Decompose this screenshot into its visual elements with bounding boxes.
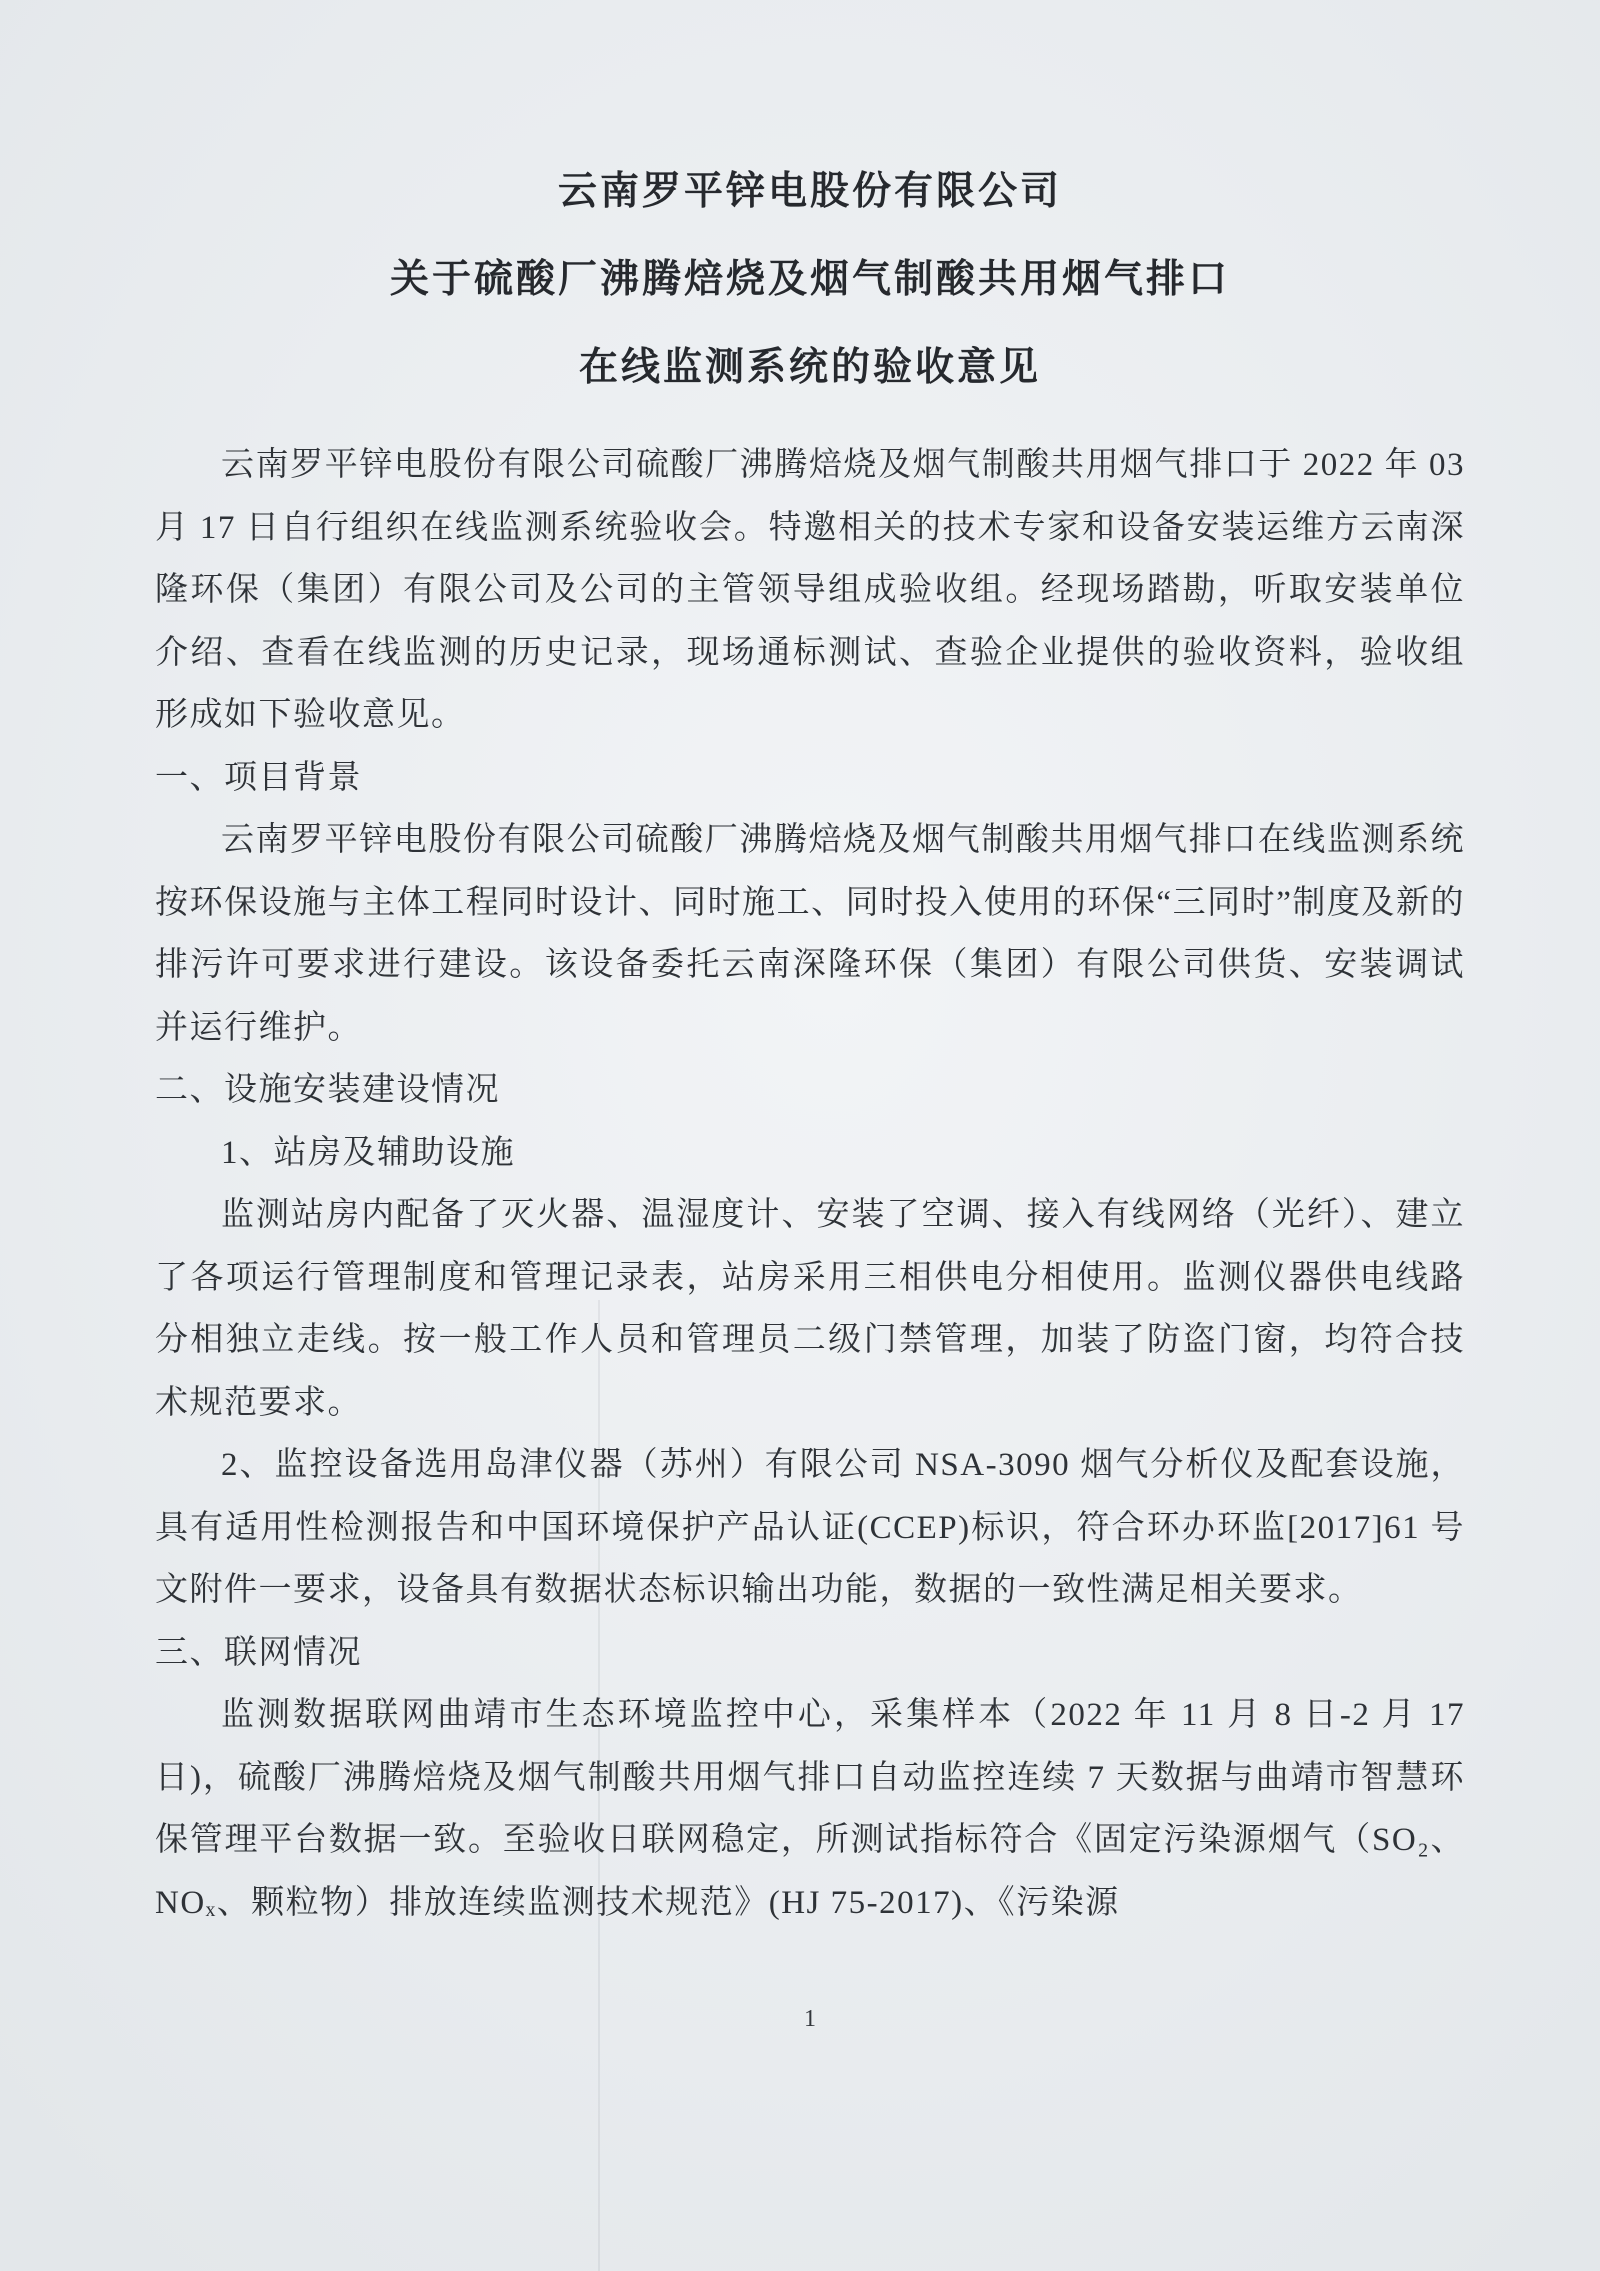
section-2-paragraph-2: 2、监控设备选用岛津仪器（苏州）有限公司 NSA-3090 烟气分析仪及配套设施，具有适用性检测报告和中国环境保护产品认证(CCEP)标识，符合环办环监[2017]61 号文附件一要求，设备具有数据状态标识输出功能，数据的一致性满足相关要求。 (155, 1447, 1465, 1608)
section-3-paragraph: 监测数据联网曲靖市生态环境监控中心，采集样本（2022 年 11 月 8 日-2 月 17 日)，硫酸厂沸腾焙烧及烟气制酸共用烟气排口自动监控连续 7 天数据与曲靖市智慧环保管理平台数据一致。至验收日联网稳定，所测试指标符合《固定污染源烟气（SO₂、NOₓ、颗粒物）排放连续监测技术规范》(HJ 75-2017)、《污染源 (155, 1697, 1465, 1921)
document-title-line-1: 云南罗平锌电股份有限公司 (557, 170, 1062, 213)
section-2-paragraph-1: 监测站房内配备了灭火器、温湿度计、安装了空调、接入有线网络（光纤）、建立了各项运行管理制度和管理记录表，站房采用三相供电分相使用。监测仪器供电线路分相独立走线。按一般工作人员和管理员二级门禁管理，加装了防盗门窗，均符合技术规范要求。 (155, 1197, 1465, 1421)
section-2-heading: 二、设施安装建设情况 (155, 1072, 500, 1108)
page-number: 1 (804, 2006, 816, 2032)
section-2-subheading-1: 1、站房及辅助设施 (221, 1134, 515, 1171)
document-body (155, 434, 1465, 2051)
document-title-line-2: 关于硫酸厂沸腾焙烧及烟气制酸共用烟气排口 (389, 258, 1230, 301)
section-3-heading: 三、联网情况 (155, 1634, 362, 1671)
section-1-paragraph: 云南罗平锌电股份有限公司硫酸厂沸腾焙烧及烟气制酸共用烟气排口在线监测系统按环保设施与主体工程同时设计、同时施工、同时投入使用的环保“三同时”制度及新的排污许可要求进行建设。该设备委托云南深隆环保（集团）有限公司供货、安装调试并运行维护。 (155, 822, 1465, 1046)
document-text-column (155, 148, 1465, 2051)
document-title-line-3: 在线监测系统的验收意见 (578, 346, 1041, 389)
section-1-heading: 一、项目背景 (155, 759, 362, 796)
intro-paragraph: 云南罗平锌电股份有限公司硫酸厂沸腾焙烧及烟气制酸共用烟气排口于 2022 年 03 月 17 日自行组织在线监测系统验收会。特邀相关的技术专家和设备安装运维方云南深隆环保（集团）有限公司及公司的主管领导组成验收组。经现场踏勘，听取安装单位介绍、查看在线监测的历史记录，现场通标测试、查验企业提供的验收资料，验收组形成如下验收意见。 (155, 447, 1465, 733)
